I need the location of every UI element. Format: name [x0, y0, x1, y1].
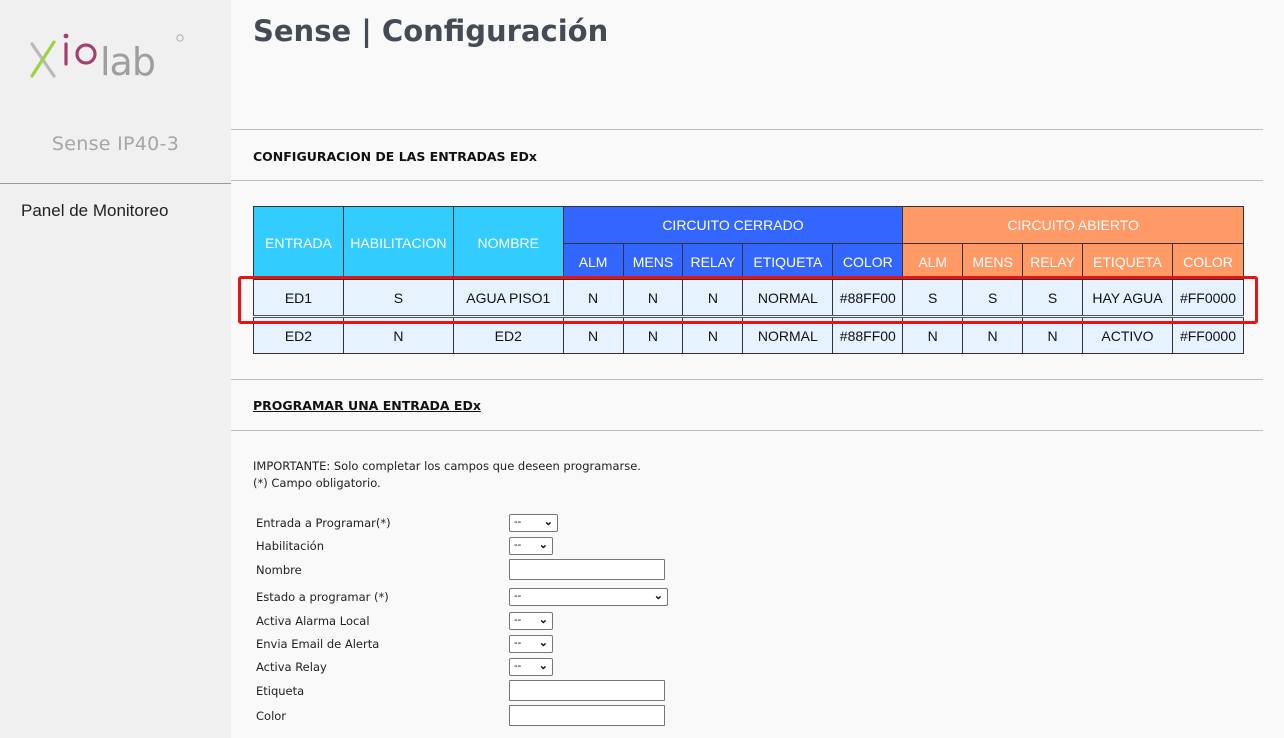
cell-cc-alm: N [563, 280, 623, 317]
nombre-input[interactable] [509, 559, 665, 580]
device-name: Sense IP40-3 [51, 133, 180, 155]
cell-ca-alm: S [903, 280, 963, 317]
cell-ca-color: #FF0000 [1172, 317, 1243, 354]
entrada-select[interactable]: -- ⌄ [509, 514, 558, 532]
header-entrada: ENTRADA [254, 207, 344, 280]
cell-cc-color: #88FF00 [833, 317, 903, 354]
email-select[interactable]: -- ⌄ [509, 635, 553, 653]
main-content [231, 0, 1284, 738]
config-section-title: CONFIGURACION DE LAS ENTRADAS EDx [253, 149, 537, 164]
cell-ca-color: #FF0000 [1172, 280, 1243, 317]
page-title: Sense | Configuración [253, 14, 609, 48]
estado-select[interactable]: -- ⌄ [509, 588, 668, 606]
cell-cc-color: #88FF00 [833, 280, 903, 317]
divider [231, 180, 1263, 181]
divider [231, 430, 1263, 431]
table-row [254, 317, 1244, 354]
cell-cc-mens: N [623, 280, 683, 317]
cell-ca-mens: N [963, 317, 1023, 354]
chevron-down-icon: ⌄ [653, 590, 663, 602]
svg-text:lab: lab [100, 40, 155, 84]
label-etiqueta: Etiqueta [256, 684, 305, 698]
label-entrada: Entrada a Programar(*) [256, 516, 391, 530]
label-relay: Activa Relay [256, 660, 327, 674]
label-nombre: Nombre [256, 563, 302, 577]
header-cc-color: COLOR [833, 244, 903, 280]
header-circuito-abierto: CIRCUITO ABIERTO [903, 207, 1244, 244]
label-email: Envia Email de Alerta [256, 637, 380, 651]
program-notes [253, 458, 641, 492]
nav-panel-monitoreo[interactable]: Panel de Monitoreo [21, 201, 169, 220]
color-input[interactable] [509, 705, 665, 726]
cell-habilitacion: S [343, 280, 453, 317]
header-cc-etiqueta: ETIQUETA [743, 244, 833, 280]
chevron-down-icon: ⌄ [543, 516, 553, 528]
header-ca-etiqueta: ETIQUETA [1083, 244, 1173, 280]
sidebar-divider [0, 183, 231, 184]
header-ca-alm: ALM [903, 244, 963, 280]
label-habilitacion: Habilitación [256, 539, 324, 553]
chevron-down-icon: ⌄ [538, 637, 548, 649]
program-section-title[interactable]: PROGRAMAR UNA ENTRADA EDx [253, 398, 481, 413]
chevron-down-icon: ⌄ [538, 660, 548, 672]
cell-cc-etiqueta: NORMAL [743, 280, 833, 317]
cell-ca-relay: N [1023, 317, 1083, 354]
relay-select[interactable]: -- ⌄ [509, 658, 553, 676]
cell-ca-mens: S [963, 280, 1023, 317]
cell-ca-etiqueta: ACTIVO [1083, 317, 1173, 354]
header-cc-mens: MENS [623, 244, 683, 280]
cell-entrada: ED2 [254, 317, 344, 354]
label-color: Color [256, 709, 287, 723]
header-cc-relay: RELAY [683, 244, 743, 280]
cell-ca-relay: S [1023, 280, 1083, 317]
header-nombre: NOMBRE [453, 207, 563, 280]
note-important: IMPORTANTE: Solo completar los campos que deseen programarse. [253, 459, 641, 473]
cell-habilitacion: N [343, 317, 453, 354]
edx-config-table [253, 206, 1244, 354]
header-ca-mens: MENS [963, 244, 1023, 280]
cell-ca-etiqueta: HAY AGUA [1083, 280, 1173, 317]
cell-nombre: AGUA PISO1 [453, 280, 563, 317]
header-ca-color: COLOR [1172, 244, 1243, 280]
cell-nombre: ED2 [453, 317, 563, 354]
chevron-down-icon: ⌄ [538, 539, 548, 551]
header-ca-relay: RELAY [1023, 244, 1083, 280]
alarma-select[interactable]: -- ⌄ [509, 612, 553, 630]
header-habilitacion: HABILITACION [343, 207, 453, 280]
header-cc-alm: ALM [563, 244, 623, 280]
cell-entrada: ED1 [254, 280, 344, 317]
chevron-down-icon: ⌄ [538, 614, 548, 626]
label-estado: Estado a programar (*) [256, 590, 389, 604]
table-row [254, 280, 1244, 317]
cell-cc-etiqueta: NORMAL [743, 317, 833, 354]
cell-cc-relay: N [683, 280, 743, 317]
header-circuito-cerrado: CIRCUITO CERRADO [563, 207, 903, 244]
note-required: (*) Campo obligatorio. [253, 476, 381, 490]
cell-cc-mens: N [623, 317, 683, 354]
cell-ca-alm: N [903, 317, 963, 354]
cell-cc-relay: N [683, 317, 743, 354]
etiqueta-input[interactable] [509, 680, 665, 701]
label-alarma: Activa Alarma Local [256, 614, 370, 628]
xiolab-logo [28, 22, 188, 84]
divider [231, 379, 1263, 380]
divider [231, 129, 1263, 130]
cell-cc-alm: N [563, 317, 623, 354]
habilitacion-select[interactable]: -- ⌄ [509, 537, 553, 555]
sidebar [0, 0, 231, 738]
